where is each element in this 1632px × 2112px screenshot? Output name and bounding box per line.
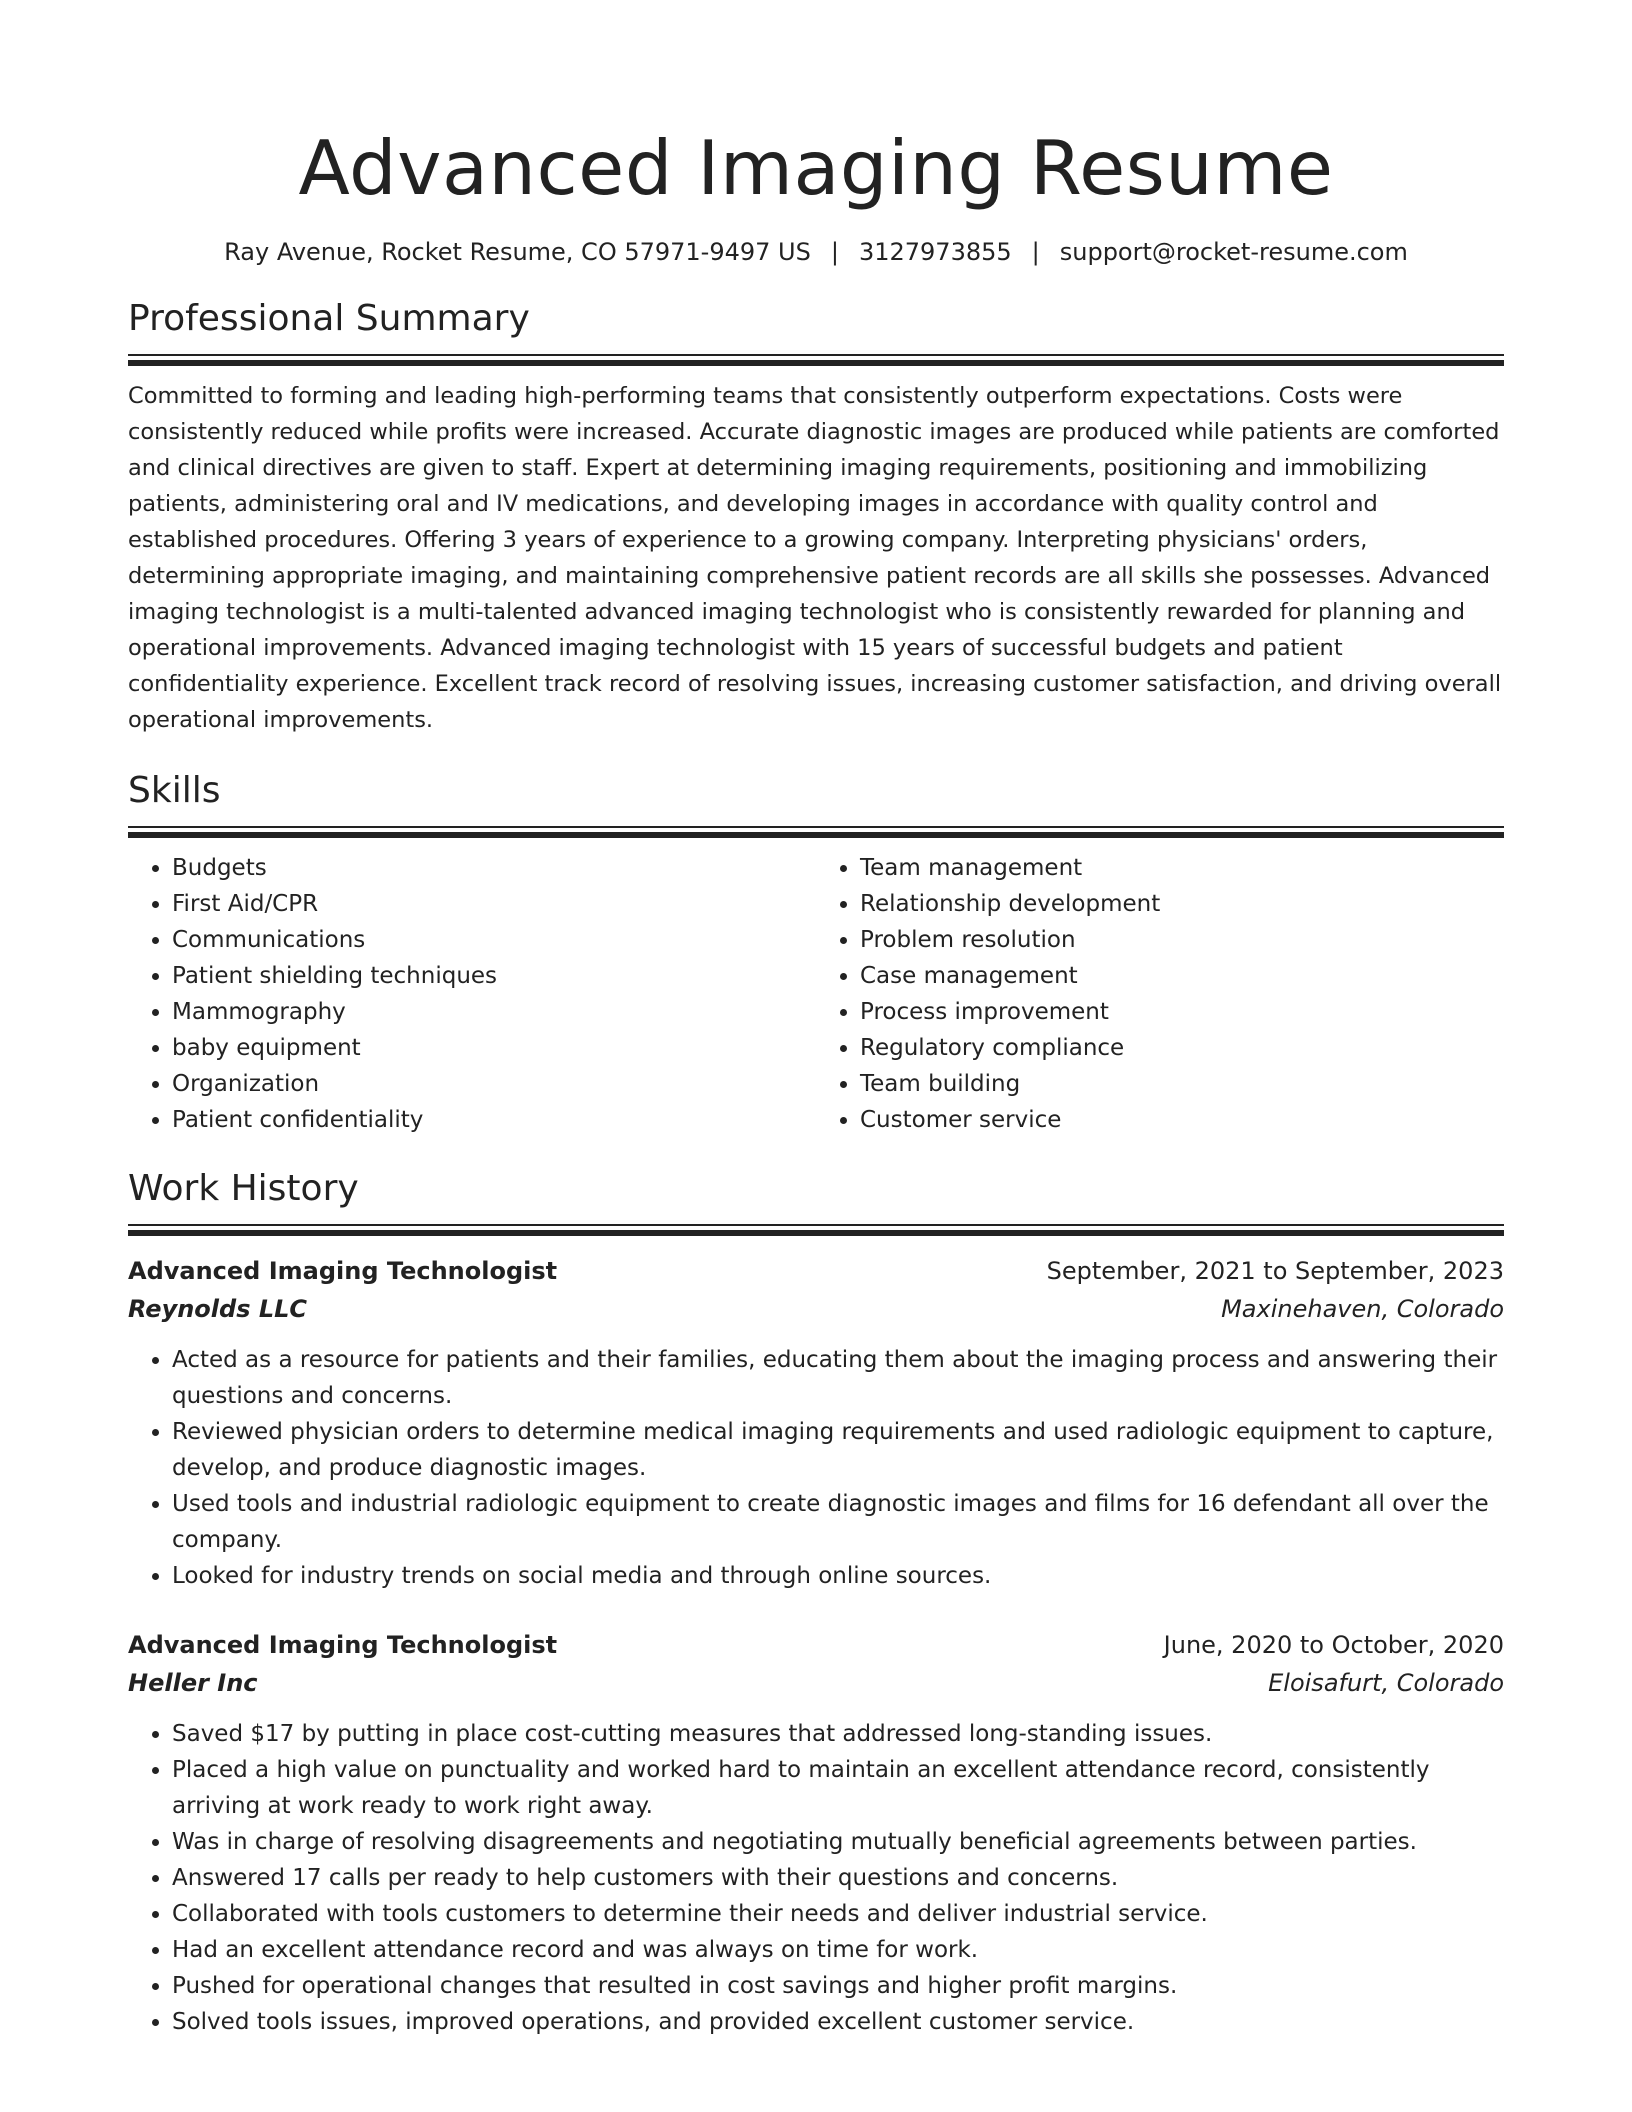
contact-address: Ray Avenue, Rocket Resume, CO 57971-9497 US bbox=[224, 238, 811, 266]
skill-item: • First Aid/CPR bbox=[172, 886, 816, 922]
skill-item: • Problem resolution bbox=[860, 922, 1504, 958]
work-history-section bbox=[128, 1166, 1504, 2040]
skill-item: • Team management bbox=[860, 850, 1504, 886]
job-bullet: • Acted as a resource for patients and their families, educating them about the imaging process and answering their questions and concerns. bbox=[172, 1342, 1504, 1414]
skill-item: • Mammography bbox=[172, 994, 816, 1030]
skills-section bbox=[128, 768, 1504, 1138]
job-dates: June, 2020 to October, 2020 bbox=[1163, 1631, 1504, 1659]
contact-separator: | bbox=[830, 238, 839, 266]
job-title: Advanced Imaging Technologist bbox=[128, 1257, 558, 1285]
job-subheader bbox=[128, 1664, 1504, 1702]
job-bullets bbox=[128, 1342, 1504, 1594]
job-bullet: • Pushed for operational changes that resulted in cost savings and higher profit margins. bbox=[172, 1968, 1504, 2004]
skill-item: • Customer service bbox=[860, 1102, 1504, 1138]
skill-item: • Patient confidentiality bbox=[172, 1102, 816, 1138]
job-bullet: • Placed a high value on punctuality and worked hard to maintain an excellent attendance record, consistently arriving at work ready to work right away. bbox=[172, 1752, 1504, 1824]
skill-item: • Team building bbox=[860, 1066, 1504, 1102]
skills-columns bbox=[128, 850, 1504, 1138]
job-bullet: • Saved $17 by putting in place cost-cutting measures that addressed long-standing issues. bbox=[172, 1716, 1504, 1752]
section-divider bbox=[128, 1224, 1504, 1236]
skills-list-right bbox=[816, 850, 1504, 1138]
job-header bbox=[128, 1252, 1504, 1290]
job-bullet: • Collaborated with tools customers to determine their needs and deliver industrial service. bbox=[172, 1896, 1504, 1932]
job-bullet: • Used tools and industrial radiologic equipment to create diagnostic images and films for 16 defendant all over the company. bbox=[172, 1486, 1504, 1558]
section-divider bbox=[128, 354, 1504, 366]
skill-item: • Patient shielding techniques bbox=[172, 958, 816, 994]
resume-page bbox=[128, 0, 1504, 2040]
job-bullet: • Solved tools issues, improved operations, and provided excellent customer service. bbox=[172, 2004, 1504, 2040]
skill-item: • baby equipment bbox=[172, 1030, 816, 1066]
contact-line bbox=[128, 236, 1504, 268]
skill-item: • Communications bbox=[172, 922, 816, 958]
job-subheader bbox=[128, 1290, 1504, 1328]
job-bullets bbox=[128, 1716, 1504, 2040]
job-entry bbox=[128, 1252, 1504, 1594]
section-heading-work-history: Work History bbox=[128, 1168, 359, 1209]
skill-item: • Regulatory compliance bbox=[860, 1030, 1504, 1066]
job-header bbox=[128, 1626, 1504, 1664]
section-heading-skills: Skills bbox=[128, 770, 221, 811]
job-company: Reynolds LLC bbox=[128, 1295, 308, 1323]
section-divider bbox=[128, 826, 1504, 838]
job-location: Eloisafurt, Colorado bbox=[1268, 1669, 1504, 1697]
skill-item: • Relationship development bbox=[860, 886, 1504, 922]
resume-title: Advanced Imaging Resume bbox=[298, 124, 1334, 212]
contact-email[interactable]: support@rocket-resume.com bbox=[1059, 238, 1408, 266]
job-company: Heller Inc bbox=[128, 1669, 258, 1697]
job-bullet: • Looked for industry trends on social media and through online sources. bbox=[172, 1558, 1504, 1594]
job-bullet: • Was in charge of resolving disagreements and negotiating mutually beneficial agreements between parties. bbox=[172, 1824, 1504, 1860]
job-bullet: • Answered 17 calls per ready to help customers with their questions and concerns. bbox=[172, 1860, 1504, 1896]
summary-section bbox=[128, 296, 1504, 738]
contact-phone[interactable]: 3127973855 bbox=[858, 238, 1012, 266]
job-bullet: • Reviewed physician orders to determine medical imaging requirements and used radiologic equipment to capture, develop, and produce diagnostic images. bbox=[172, 1414, 1504, 1486]
skill-item: • Process improvement bbox=[860, 994, 1504, 1030]
job-entry bbox=[128, 1626, 1504, 2040]
summary-text: Committed to forming and leading high-performing teams that consistently outperform expectations. Costs were consistently reduced while profits were increased. Accurate diagnostic images are produced while patients are comforted and clinical directives are given to staff. Expert at determining imaging requirements, positioning and immobilizing patients, administering oral and IV medications, and developing images in accordance with quality control and established procedures. Offering 3 years of experience to a growing company. Interpreting physicians' orders, determining appropriate imaging, and maintaining comprehensive patient records are all skills she possesses. Advanced imaging technologist is a multi-talented advanced imaging technologist who is consistently rewarded for planning and operational improvements. Advanced imaging technologist with 15 years of successful budgets and patient confidentiality experience. Excellent track record of resolving issues, increasing customer satisfaction, and driving overall operational improvements. bbox=[128, 383, 1502, 733]
skill-item: • Budgets bbox=[172, 850, 816, 886]
skill-item: • Organization bbox=[172, 1066, 816, 1102]
job-title: Advanced Imaging Technologist bbox=[128, 1631, 558, 1659]
job-location: Maxinehaven, Colorado bbox=[1221, 1295, 1504, 1323]
job-bullet: • Had an excellent attendance record and was always on time for work. bbox=[172, 1932, 1504, 1968]
job-dates: September, 2021 to September, 2023 bbox=[1046, 1257, 1504, 1285]
skill-item: • Case management bbox=[860, 958, 1504, 994]
skills-list-left bbox=[128, 850, 816, 1138]
contact-separator: | bbox=[1031, 238, 1040, 266]
section-heading-summary: Professional Summary bbox=[128, 298, 530, 339]
